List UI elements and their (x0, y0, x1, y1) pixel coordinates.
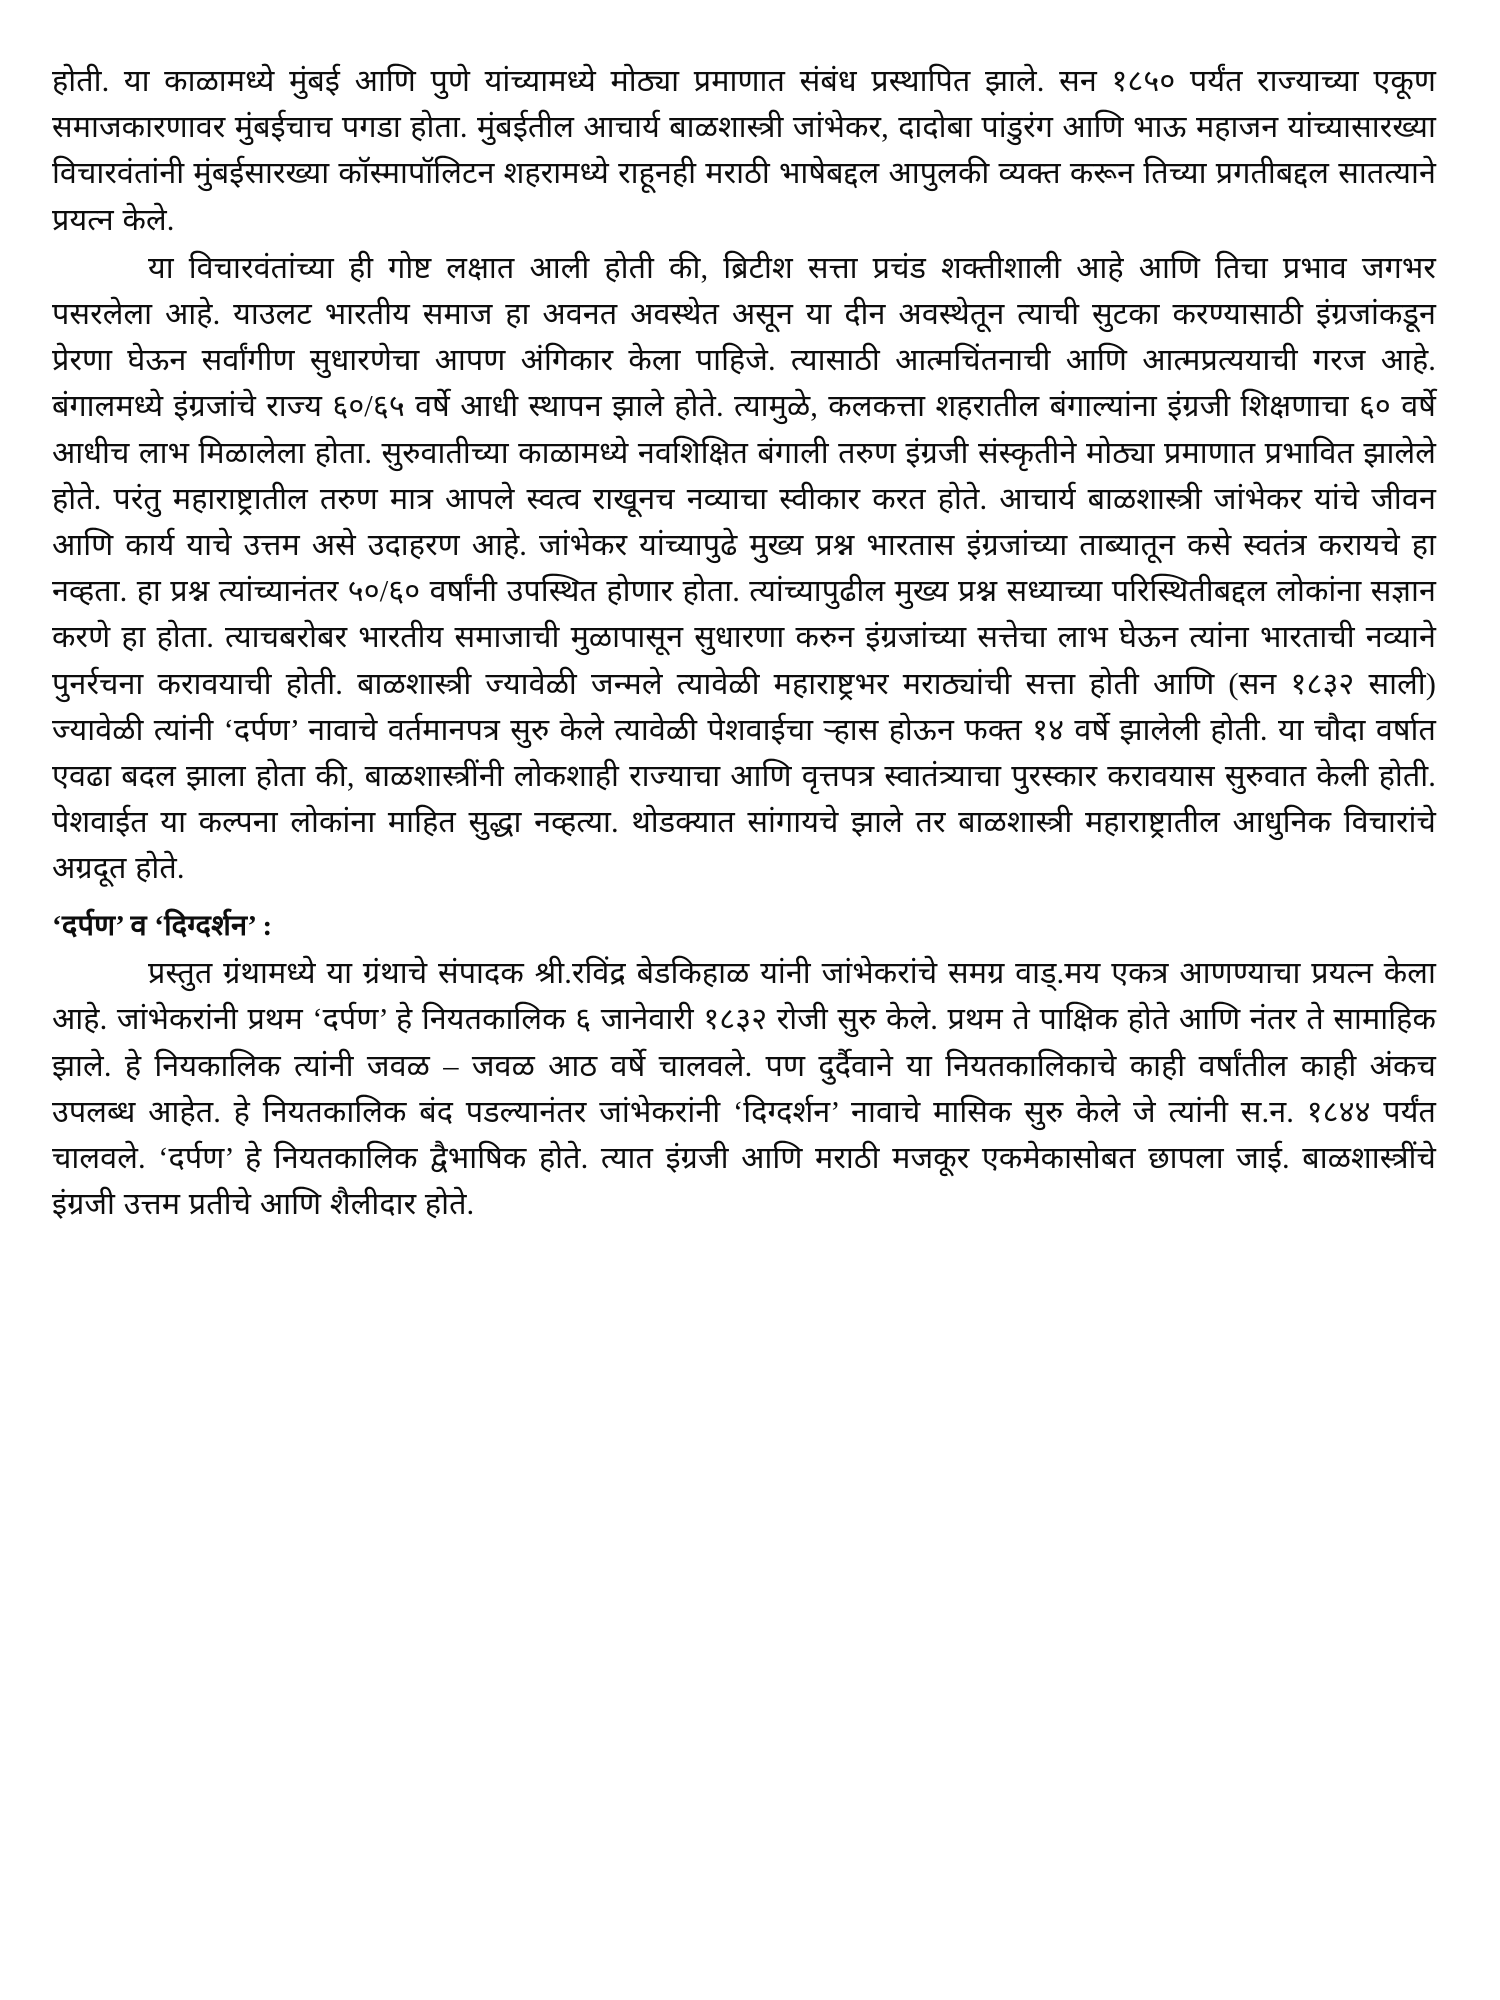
paragraph-2: या विचारवंतांच्या ही गोष्ट लक्षात आली होती की, ब्रिटीश सत्ता प्रचंड शक्तीशाली आहे आणि तिचा प्रभाव जगभर पसरलेला आहे. याउलट भारतीय समाज हा अवनत अवस्थेत असून या दीन अवस्थेतून त्याची सुटका करण्यासाठी इंग्रजांकडून प्रेरणा घेऊन सर्वांगीण सुधारणेचा आपण अंगिकार केला पाहिजे. त्यासाठी आत्मचिंतनाची आणि आत्मप्रत्ययाची गरज आहे. बंगालमध्ये इंग्रजांचे राज्य ६०/६५ वर्षे आधी स्थापन झाले होते. त्यामुळे, कलकत्ता शहरातील बंगाल्यांना इंग्रजी शिक्षणाचा ६० वर्षे आधीच लाभ मिळालेला होता. सुरुवातीच्या काळामध्ये नवशिक्षित बंगाली तरुण इंग्रजी संस्कृतीने मोठ्या प्रमाणात प्रभावित झालेले होते. परंतु महाराष्ट्रातील तरुण मात्र आपले स्वत्व राखूनच नव्याचा स्वीकार करत होते. आचार्य बाळशास्त्री जांभेकर यांचे जीवन आणि कार्य याचे उत्तम असे उदाहरण आहे. जांभेकर यांच्यापुढे मुख्य प्रश्न भारतास इंग्रजांच्या ताब्यातून कसे स्वतंत्र करायचे हा नव्हता. हा प्रश्न त्यांच्यानंतर ५०/६० वर्षांनी उपस्थित होणार होता. त्यांच्यापुढील मुख्य प्रश्न सध्याच्या परिस्थितीबद्दल लोकांना सज्ञान करणे हा होता. त्याचबरोबर भारतीय समाजाची मुळापासून सुधारणा करुन इंग्रजांच्या सत्तेचा लाभ घेऊन त्यांना भारताची नव्याने पुनर्रचना करावयाची होती. बाळशास्त्री ज्यावेळी जन्मले त्यावेळी महाराष्ट्रभर मराठ्यांची सत्ता होती आणि (सन १८३२ साली) ज्यावेळी त्यांनी ‘दर्पण’ नावाचे वर्तमानपत्र सुरु केले त्यावेळी पेशवाईचा ऱ्हास होऊन फक्त १४ वर्षे झालेली होती. या चौदा वर्षात एवढा बदल झाला होता की, बाळशास्त्रींनी लोकशाही राज्याचा आणि वृत्तपत्र स्वातंत्र्याचा पुरस्कार करावयास सुरुवात केली होती. पेशवाईत या कल्पना लोकांना माहित सुद्धा नव्हत्या. थोडक्यात सांगायचे झाले तर बाळशास्त्री महाराष्ट्रातील आधुनिक विचारांचे अग्रदूत होते. (52, 250, 1436, 886)
section-heading: ‘दर्पण’ व ‘दिग्दर्शन’ : (52, 909, 273, 942)
paragraph-1: होती. या काळामध्ये मुंबई आणि पुणे यांच्यामध्ये मोठ्या प्रमाणात संबंध प्रस्थापित झाले. सन १८५० पर्यंत राज्याच्या एकूण समाजकारणावर मुंबईचाच पगडा होता. मुंबईतील आचार्य बाळशास्त्री जांभेकर, दादोबा पांडुरंग आणि भाऊ महाजन यांच्यासारख्या विचारवंतांनी मुंबईसारख्या कॉस्मापॉलिटन शहरामध्ये राहूनही मराठी भाषेबद्दल आपुलकी व्यक्त करून तिच्या प्रगतीबद्दल सातत्याने प्रयत्न केले. (52, 64, 1436, 237)
paragraph-3: प्रस्तुत ग्रंथामध्ये या ग्रंथाचे संपादक श्री.रविंद्र बेडकिहाळ यांनी जांभेकरांचे समग्र वाड्.मय एकत्र आणण्याचा प्रयत्न केला आहे. जांभेकरांनी प्रथम ‘दर्पण’ हे नियतकालिक ६ जानेवारी १८३२ रोजी सुरु केले. प्रथम ते पाक्षिक होते आणि नंतर ते सामाहिक झाले. हे नियकालिक त्यांनी जवळ – जवळ आठ वर्षे चालवले. पण दुर्दैवाने या नियतकालिकाचे काही वर्षांतील काही अंकच उपलब्ध आहेत. हे नियतकालिक बंद पडल्यानंतर जांभेकरांनी ‘दिग्दर्शन’ नावाचे मासिक सुरु केले जे त्यांनी स.न. १८४४ पर्यंत चालवले. ‘दर्पण’ हे नियतकालिक द्वैभाषिक होते. त्यात इंग्रजी आणि मराठी मजकूर एकमेकासोबत छापला जाई. बाळशास्त्रींचे इंग्रजी उत्तम प्रतीचे आणि शैलीदार होते. (52, 956, 1436, 1222)
document-body (52, 58, 1436, 1227)
